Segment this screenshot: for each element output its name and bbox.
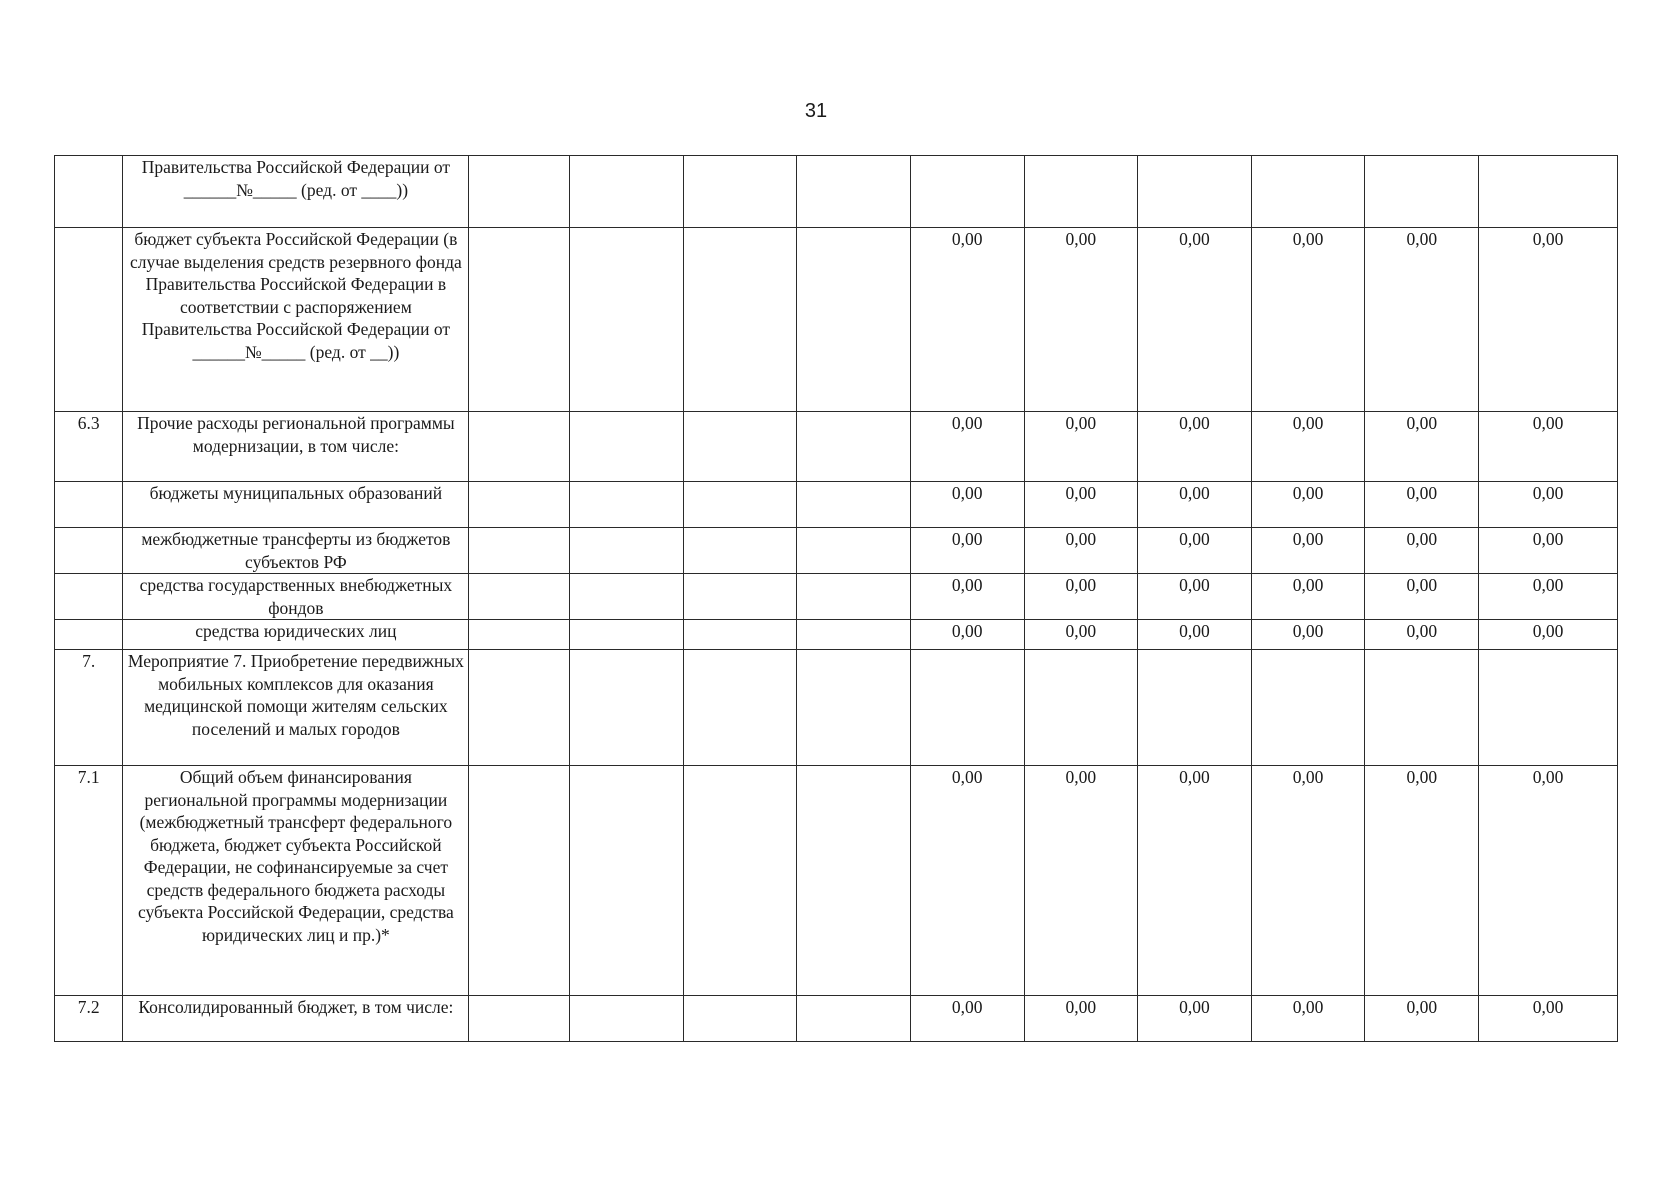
row-description-cell: Общий объем финансирования региональной программы модернизации (межбюджетный трансферт федерального бюджета, бюджет субъекта Российской Федерации, не софинансируемые за счет средств федерального бюджета расходы субъекта Российской Федерации, средства юридических лиц и пр.)* [123,766,469,996]
value-cell: 0,00 [1024,766,1138,996]
empty-cell [569,482,683,528]
value-cell: 0,00 [910,412,1024,482]
value-cell: 0,00 [1479,528,1618,574]
value-cell [1138,650,1252,766]
table-body [55,156,1618,1042]
value-cell: 0,00 [1251,766,1365,996]
value-cell: 0,00 [1479,412,1618,482]
row-number-cell [55,574,123,620]
value-cell: 0,00 [1479,766,1618,996]
empty-cell [797,412,911,482]
empty-cell [683,766,797,996]
row-number-cell [55,482,123,528]
row-number-cell [55,156,123,228]
empty-cell [683,650,797,766]
empty-cell [569,156,683,228]
row-number-cell: 7.1 [55,766,123,996]
empty-cell [797,996,911,1042]
row-description-cell: Консолидированный бюджет, в том числе: [123,996,469,1042]
empty-cell [797,620,911,650]
budget-table [54,155,1618,1042]
table-row [55,766,1618,996]
empty-cell [569,650,683,766]
row-description-cell: Мероприятие 7. Приобретение передвижных мобильных комплексов для оказания медицинской помощи жителям сельских поселений и малых городов [123,650,469,766]
empty-cell [569,620,683,650]
empty-cell [683,996,797,1042]
row-description-cell: бюджеты муниципальных образований [123,482,469,528]
empty-cell [469,620,570,650]
value-cell [1365,156,1479,228]
empty-cell [469,412,570,482]
table-row [55,650,1618,766]
value-cell [910,156,1024,228]
value-cell: 0,00 [1479,996,1618,1042]
value-cell: 0,00 [1479,228,1618,412]
value-cell: 0,00 [1024,412,1138,482]
value-cell: 0,00 [1024,620,1138,650]
table-row [55,574,1618,620]
value-cell [1024,650,1138,766]
value-cell: 0,00 [910,620,1024,650]
row-number-cell: 6.3 [55,412,123,482]
table-row [55,482,1618,528]
value-cell: 0,00 [1251,482,1365,528]
value-cell: 0,00 [910,528,1024,574]
value-cell: 0,00 [1365,766,1479,996]
value-cell: 0,00 [1138,482,1252,528]
empty-cell [469,482,570,528]
value-cell: 0,00 [1138,528,1252,574]
value-cell: 0,00 [1024,996,1138,1042]
empty-cell [797,766,911,996]
value-cell [1251,650,1365,766]
empty-cell [797,528,911,574]
empty-cell [797,228,911,412]
table-row [55,620,1618,650]
empty-cell [469,228,570,412]
empty-cell [569,996,683,1042]
value-cell: 0,00 [910,574,1024,620]
value-cell: 0,00 [1138,574,1252,620]
empty-cell [797,156,911,228]
value-cell: 0,00 [1365,482,1479,528]
empty-cell [569,766,683,996]
value-cell: 0,00 [910,482,1024,528]
table-row [55,528,1618,574]
value-cell: 0,00 [910,228,1024,412]
row-number-cell: 7.2 [55,996,123,1042]
value-cell: 0,00 [1479,574,1618,620]
empty-cell [469,156,570,228]
value-cell: 0,00 [1024,482,1138,528]
value-cell [1024,156,1138,228]
value-cell: 0,00 [910,996,1024,1042]
empty-cell [683,156,797,228]
empty-cell [469,650,570,766]
value-cell [1365,650,1479,766]
value-cell: 0,00 [1251,620,1365,650]
empty-cell [797,574,911,620]
value-cell [910,650,1024,766]
table-row [55,996,1618,1042]
row-number-cell [55,228,123,412]
value-cell: 0,00 [1024,574,1138,620]
value-cell: 0,00 [1024,528,1138,574]
value-cell: 0,00 [1479,482,1618,528]
value-cell: 0,00 [1479,620,1618,650]
value-cell: 0,00 [1138,620,1252,650]
value-cell: 0,00 [910,766,1024,996]
row-description-cell: Прочие расходы региональной программы модернизации, в том числе: [123,412,469,482]
value-cell [1251,156,1365,228]
value-cell: 0,00 [1365,574,1479,620]
value-cell: 0,00 [1251,996,1365,1042]
value-cell: 0,00 [1251,412,1365,482]
row-description-cell: бюджет субъекта Российской Федерации (в случае выделения средств резервного фонда Правительства Российской Федерации в соответствии с распоряжением Правительства Российской Федерации от ______№_____ (ред. от __)) [123,228,469,412]
value-cell: 0,00 [1138,996,1252,1042]
value-cell: 0,00 [1365,228,1479,412]
value-cell: 0,00 [1365,620,1479,650]
row-description-cell: Правительства Российской Федерации от ______№_____ (ред. от ____)) [123,156,469,228]
empty-cell [797,650,911,766]
row-description-cell: средства государственных внебюджетных фондов [123,574,469,620]
value-cell [1479,650,1618,766]
empty-cell [683,228,797,412]
empty-cell [683,482,797,528]
empty-cell [569,412,683,482]
value-cell: 0,00 [1138,228,1252,412]
value-cell: 0,00 [1024,228,1138,412]
empty-cell [569,528,683,574]
empty-cell [469,574,570,620]
empty-cell [469,766,570,996]
value-cell: 0,00 [1138,412,1252,482]
table-row [55,156,1618,228]
value-cell: 0,00 [1365,412,1479,482]
row-number-cell: 7. [55,650,123,766]
row-number-cell [55,620,123,650]
empty-cell [569,228,683,412]
empty-cell [683,620,797,650]
value-cell: 0,00 [1365,528,1479,574]
empty-cell [683,574,797,620]
empty-cell [469,528,570,574]
table-row [55,228,1618,412]
value-cell: 0,00 [1251,228,1365,412]
empty-cell [683,528,797,574]
table-row [55,412,1618,482]
value-cell [1138,156,1252,228]
empty-cell [469,996,570,1042]
value-cell: 0,00 [1251,574,1365,620]
row-number-cell [55,528,123,574]
empty-cell [797,482,911,528]
row-description-cell: средства юридических лиц [123,620,469,650]
empty-cell [569,574,683,620]
value-cell: 0,00 [1251,528,1365,574]
page-number: 31 [804,100,828,122]
value-cell [1479,156,1618,228]
value-cell: 0,00 [1365,996,1479,1042]
row-description-cell: межбюджетные трансферты из бюджетов субъектов РФ [123,528,469,574]
value-cell: 0,00 [1138,766,1252,996]
empty-cell [683,412,797,482]
